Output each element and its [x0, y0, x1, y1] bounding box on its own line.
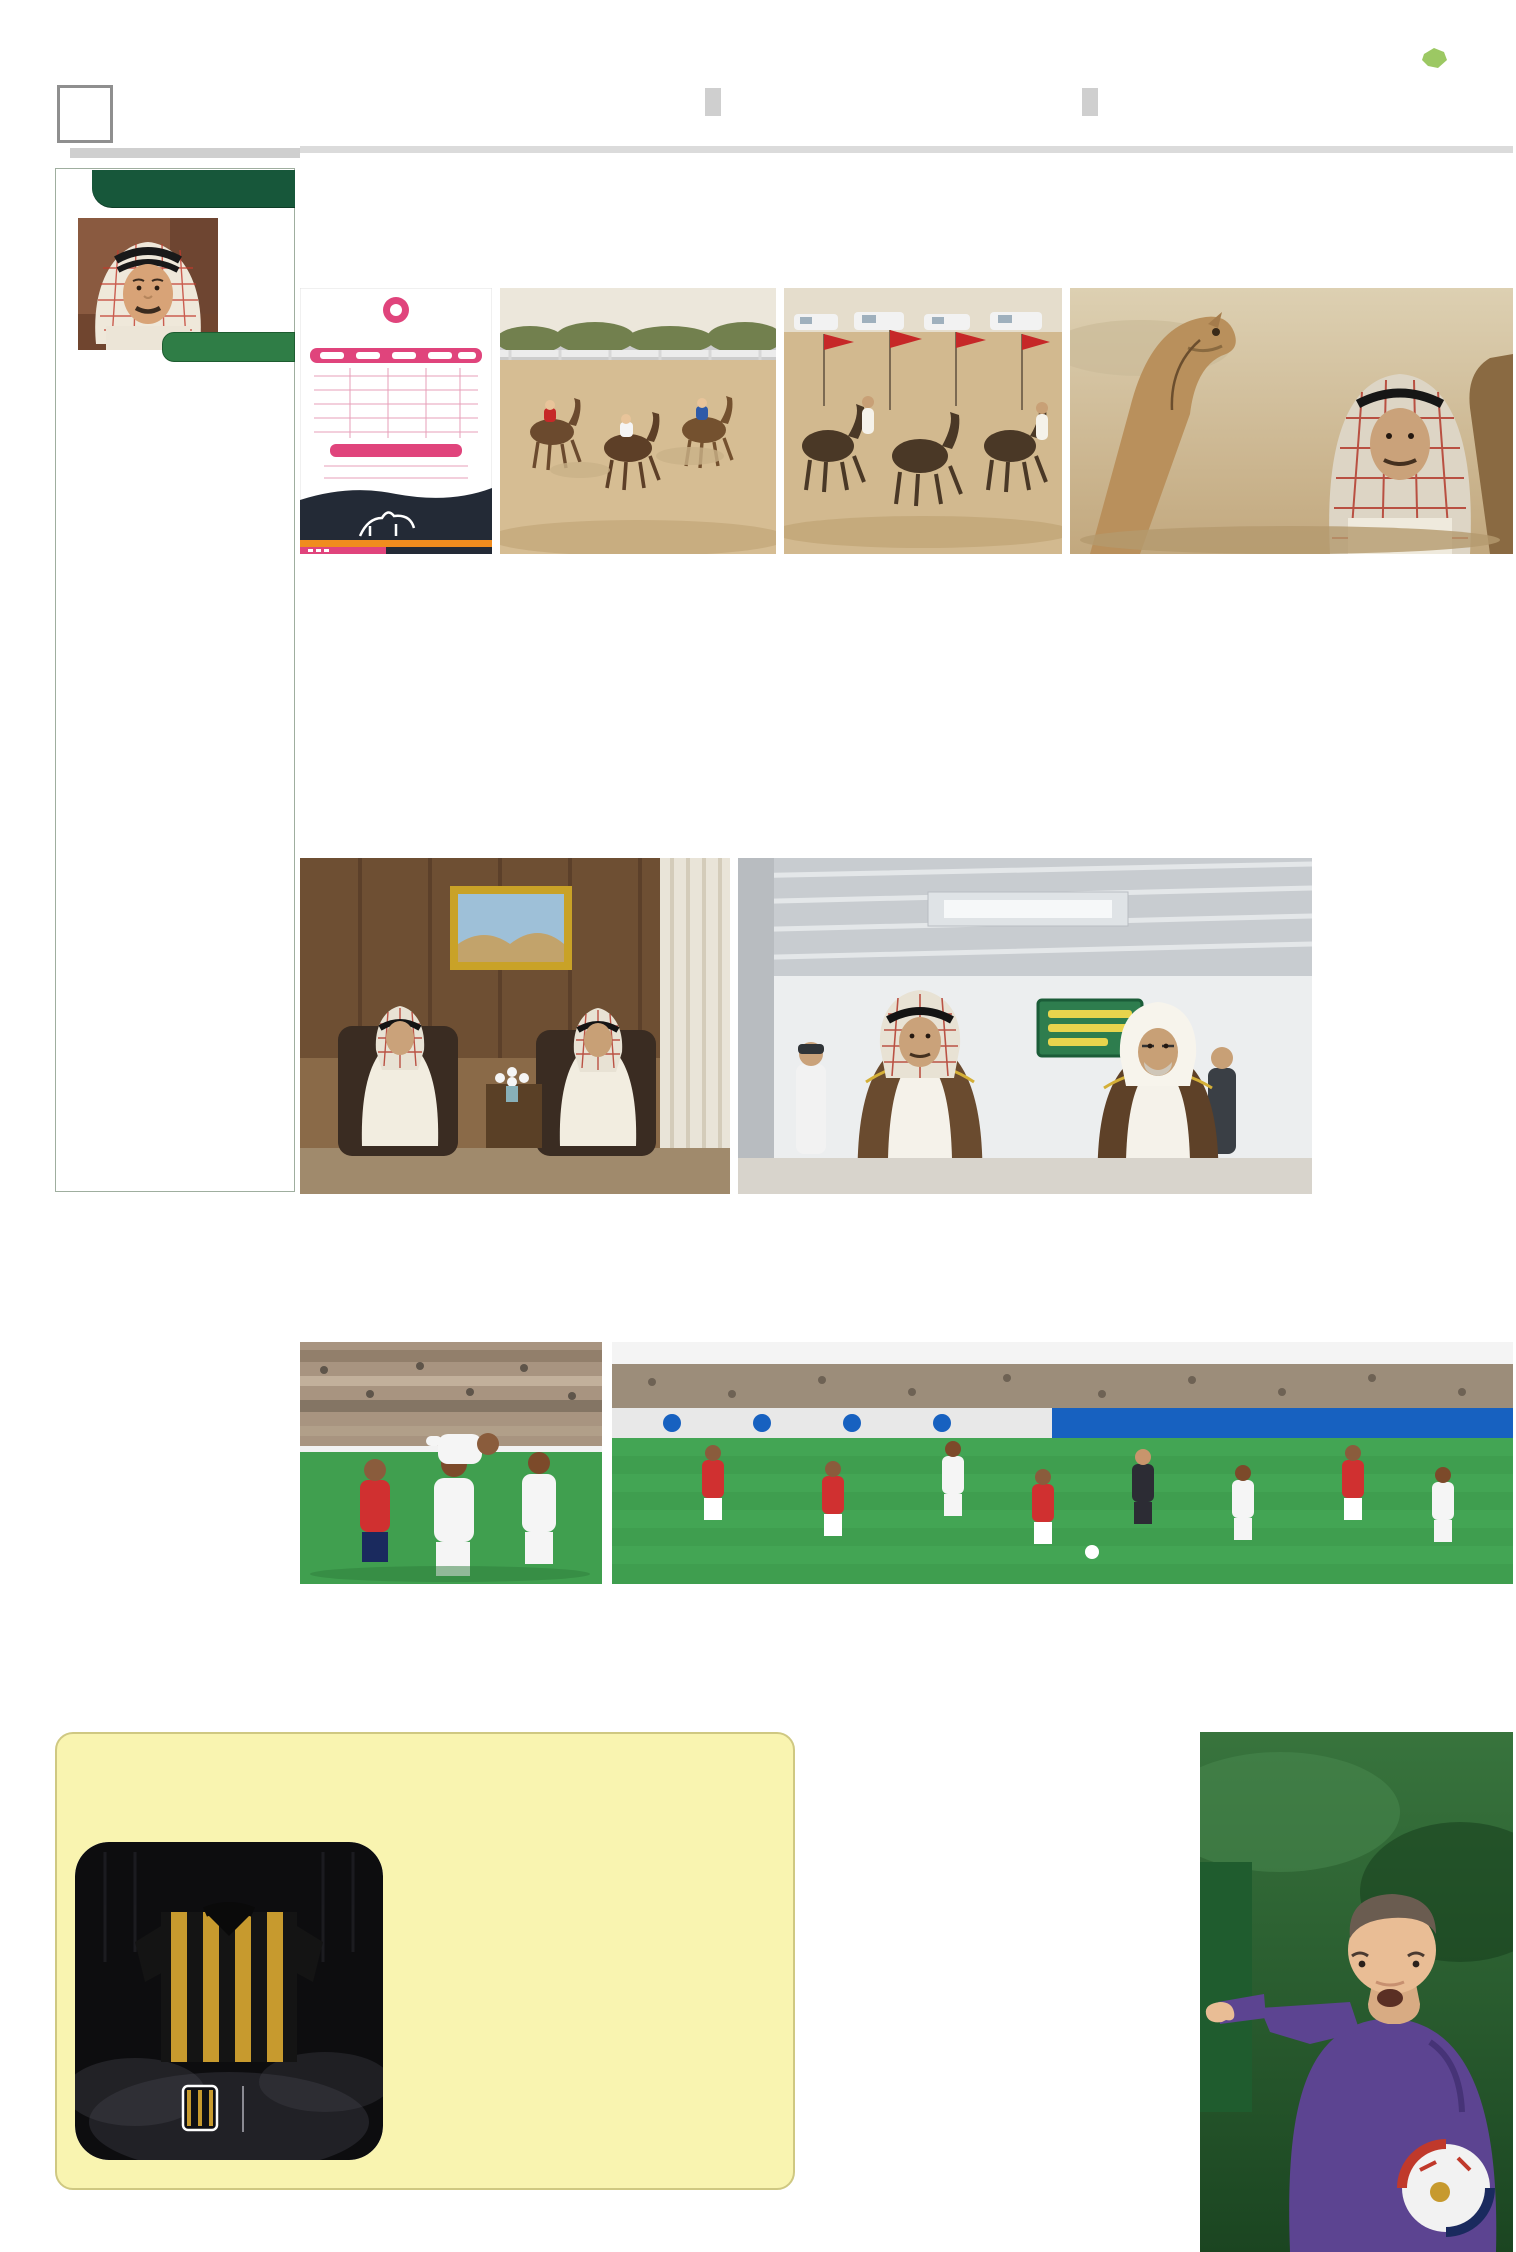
- camel-race-photo: [500, 288, 776, 554]
- opinion-body: [68, 432, 283, 1182]
- youth-col-1: [1222, 1596, 1513, 1704]
- page-number: [57, 85, 113, 143]
- saudi-map-icon: [1420, 46, 1450, 72]
- meeting-photo: [300, 858, 730, 1194]
- header-gray-strip: [70, 148, 300, 158]
- section-bar-left: [705, 88, 721, 116]
- ahli-body: [805, 2028, 1197, 2244]
- coach-photo: [1200, 1732, 1513, 2252]
- newspaper-logo: [1368, 48, 1513, 128]
- youth-celebration-photo: [300, 1342, 602, 1584]
- airport-arrival-photo: [738, 858, 1312, 1194]
- columnist-photo: [78, 218, 218, 350]
- youth-article-body: [300, 1596, 1513, 1704]
- ittihad-body: [398, 1848, 776, 2168]
- section-bar-right: [1082, 88, 1098, 116]
- delegation-body: [1322, 858, 1512, 1194]
- opinion-banner: [92, 170, 295, 207]
- columnist-portrait: [78, 218, 218, 350]
- header-rule: [300, 146, 1513, 153]
- youth-match-photo: [612, 1342, 1513, 1584]
- camel-closeup-photo: [1070, 288, 1513, 554]
- ittihad-jersey-photo: [75, 1842, 383, 2160]
- camel-crowd-photo: [784, 288, 1062, 554]
- camel-article-body: [300, 566, 1513, 766]
- opinion-author: [162, 332, 295, 362]
- camel-col-1: [1283, 566, 1513, 766]
- festival-poster-photo: [300, 288, 492, 554]
